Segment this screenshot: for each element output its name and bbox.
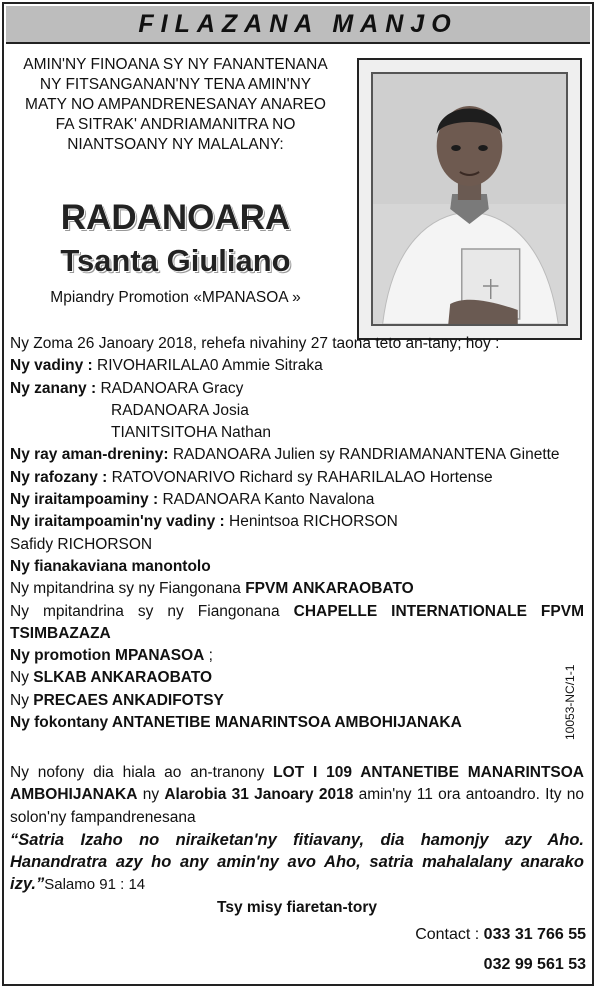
reference-code: 10053-NC/1-1 — [563, 664, 577, 740]
contact-phone: 033 31 766 55 — [483, 926, 586, 943]
funeral-prefix: Ny nofony dia hiala ao an-tranony — [10, 764, 265, 781]
funeral-suffix: amin'ny 11 ora antoandro. Ity no solon'ny fampandrenesana — [10, 786, 585, 826]
bible-quote-reference: Salamo 91 : 14 — [44, 876, 146, 894]
spouse-label: Ny vadiny : — [10, 357, 93, 375]
precaes-line — [10, 690, 584, 712]
intro-line: NY FITSANGANAN'NY TENA AMIN'NY — [39, 76, 312, 93]
banner-title: FILAZANA MANJO — [138, 10, 458, 38]
notice-body — [10, 333, 584, 734]
opening-text: Ny Zoma 26 Janoary 2018, rehefa nivahiny 27 taona teto an-tany; hoy : — [10, 335, 500, 352]
church-prefix: Ny mpitandrina sy ny Fiangonana — [10, 580, 241, 598]
parents-line — [10, 444, 584, 466]
church-name: CHAPELLE INTERNATIONALE FPVM TSIMBAZAZA — [10, 602, 584, 642]
church-prefix: Ny mpitandrina sy ny Fiangonana — [10, 602, 280, 620]
family-line — [10, 556, 584, 578]
promotion-ref-suffix: ; — [204, 647, 213, 665]
in-laws-label: Ny rafozany : — [10, 468, 108, 486]
contact-phone: 032 99 561 53 — [483, 956, 586, 973]
intro-line: NIANTSOANY NY MALALANY: — [67, 136, 284, 153]
intro-text — [8, 55, 343, 155]
in-laws-line — [10, 467, 584, 489]
siblings-value: RADANOARA Kanto Navalona — [162, 491, 375, 509]
banner — [6, 6, 590, 44]
church-line-2 — [10, 601, 584, 646]
intro-line: AMIN'NY FINOANA SY NY FANANTENANA — [23, 56, 328, 73]
promotion-ref-name: Ny promotion MPANASOA — [10, 647, 205, 665]
closing-note: Tsy misy fiaretan-tory — [217, 898, 377, 916]
slkab-prefix: Ny — [10, 669, 29, 687]
deceased-given-names: Tsanta Giuliano — [60, 243, 291, 278]
funeral-details — [10, 762, 584, 829]
precaes-prefix: Ny — [10, 691, 29, 709]
family-label: Ny fianakaviana manontolo — [10, 557, 211, 575]
intro-line: MATY NO AMPANDRENESANAY ANAREO — [25, 96, 326, 113]
slkab-name: SLKAB ANKARAOBATO — [33, 669, 213, 687]
spouse-siblings-value: Henintsoa RICHORSON — [229, 513, 398, 531]
church-line-1 — [10, 578, 584, 600]
siblings-line — [10, 489, 584, 511]
children-line — [10, 378, 584, 400]
parents-label: Ny ray aman-dreniny: — [10, 446, 169, 464]
fokontany-line — [10, 712, 584, 734]
closing-section — [10, 762, 584, 919]
deceased-name — [8, 195, 343, 281]
contact-block — [415, 920, 586, 980]
funeral-connector: ny — [142, 786, 160, 804]
portrait-frame — [357, 58, 582, 340]
parents-value: RADANOARA Julien sy RANDRIAMANANTENA Ginette — [172, 446, 560, 464]
promotion-line: Mpiandry Promotion «MPANASOA » — [50, 289, 301, 306]
contact-line-2 — [415, 950, 586, 980]
fokontany-name: Ny fokontany ANTANETIBE MANARINTSOA AMBOHIJANAKA — [10, 714, 462, 732]
spouse-siblings-label: Ny iraitampoamin'ny vadiny : — [10, 513, 225, 531]
contact-line-1 — [415, 920, 586, 950]
in-laws-value: RATOVONARIVO Richard sy RAHARILALAO Hortense — [111, 468, 493, 486]
children-label: Ny zanany : — [10, 379, 97, 397]
child-name: TIANITSITOHA Nathan — [111, 424, 271, 442]
deceased-surname: RADANOARA — [60, 198, 291, 237]
bible-quote — [10, 829, 584, 897]
spouse-siblings-line — [10, 511, 584, 533]
siblings-label: Ny iraitampoaminy : — [10, 491, 159, 509]
funeral-date: Alarobia 31 Janoary 2018 — [164, 786, 354, 804]
portrait-photo — [371, 72, 568, 326]
spouse-line — [10, 355, 584, 377]
slkab-line — [10, 667, 584, 689]
church-name: FPVM ANKARAOBATO — [245, 580, 414, 598]
contact-label: Contact : — [415, 926, 480, 943]
spouse-siblings-extra: Safidy RICHORSON — [10, 535, 153, 553]
precaes-name: PRECAES ANKADIFOTSY — [33, 691, 224, 709]
bible-quote-text: “Satria Izaho no niraiketan'ny fitiavany, dia hamonjy azy Aho. Hanandratra azy ho any amin'ny avo Aho, satria mahalalany anarako izy.” — [10, 830, 584, 894]
promotion-ref-line — [10, 645, 584, 667]
child-name: RADANOARA Josia — [111, 401, 249, 419]
child-name: RADANOARA Gracy — [100, 379, 244, 397]
spouse-value: RIVOHARILALA0 Ammie Sitraka — [97, 357, 323, 375]
portrait-illustration — [373, 74, 566, 324]
funeral-location: LOT I 109 ANTANETIBE MANARINTSOA AMBOHIJANAKA — [10, 764, 584, 804]
intro-line: FA SITRAK' ANDRIAMANITRA NO — [55, 116, 296, 133]
